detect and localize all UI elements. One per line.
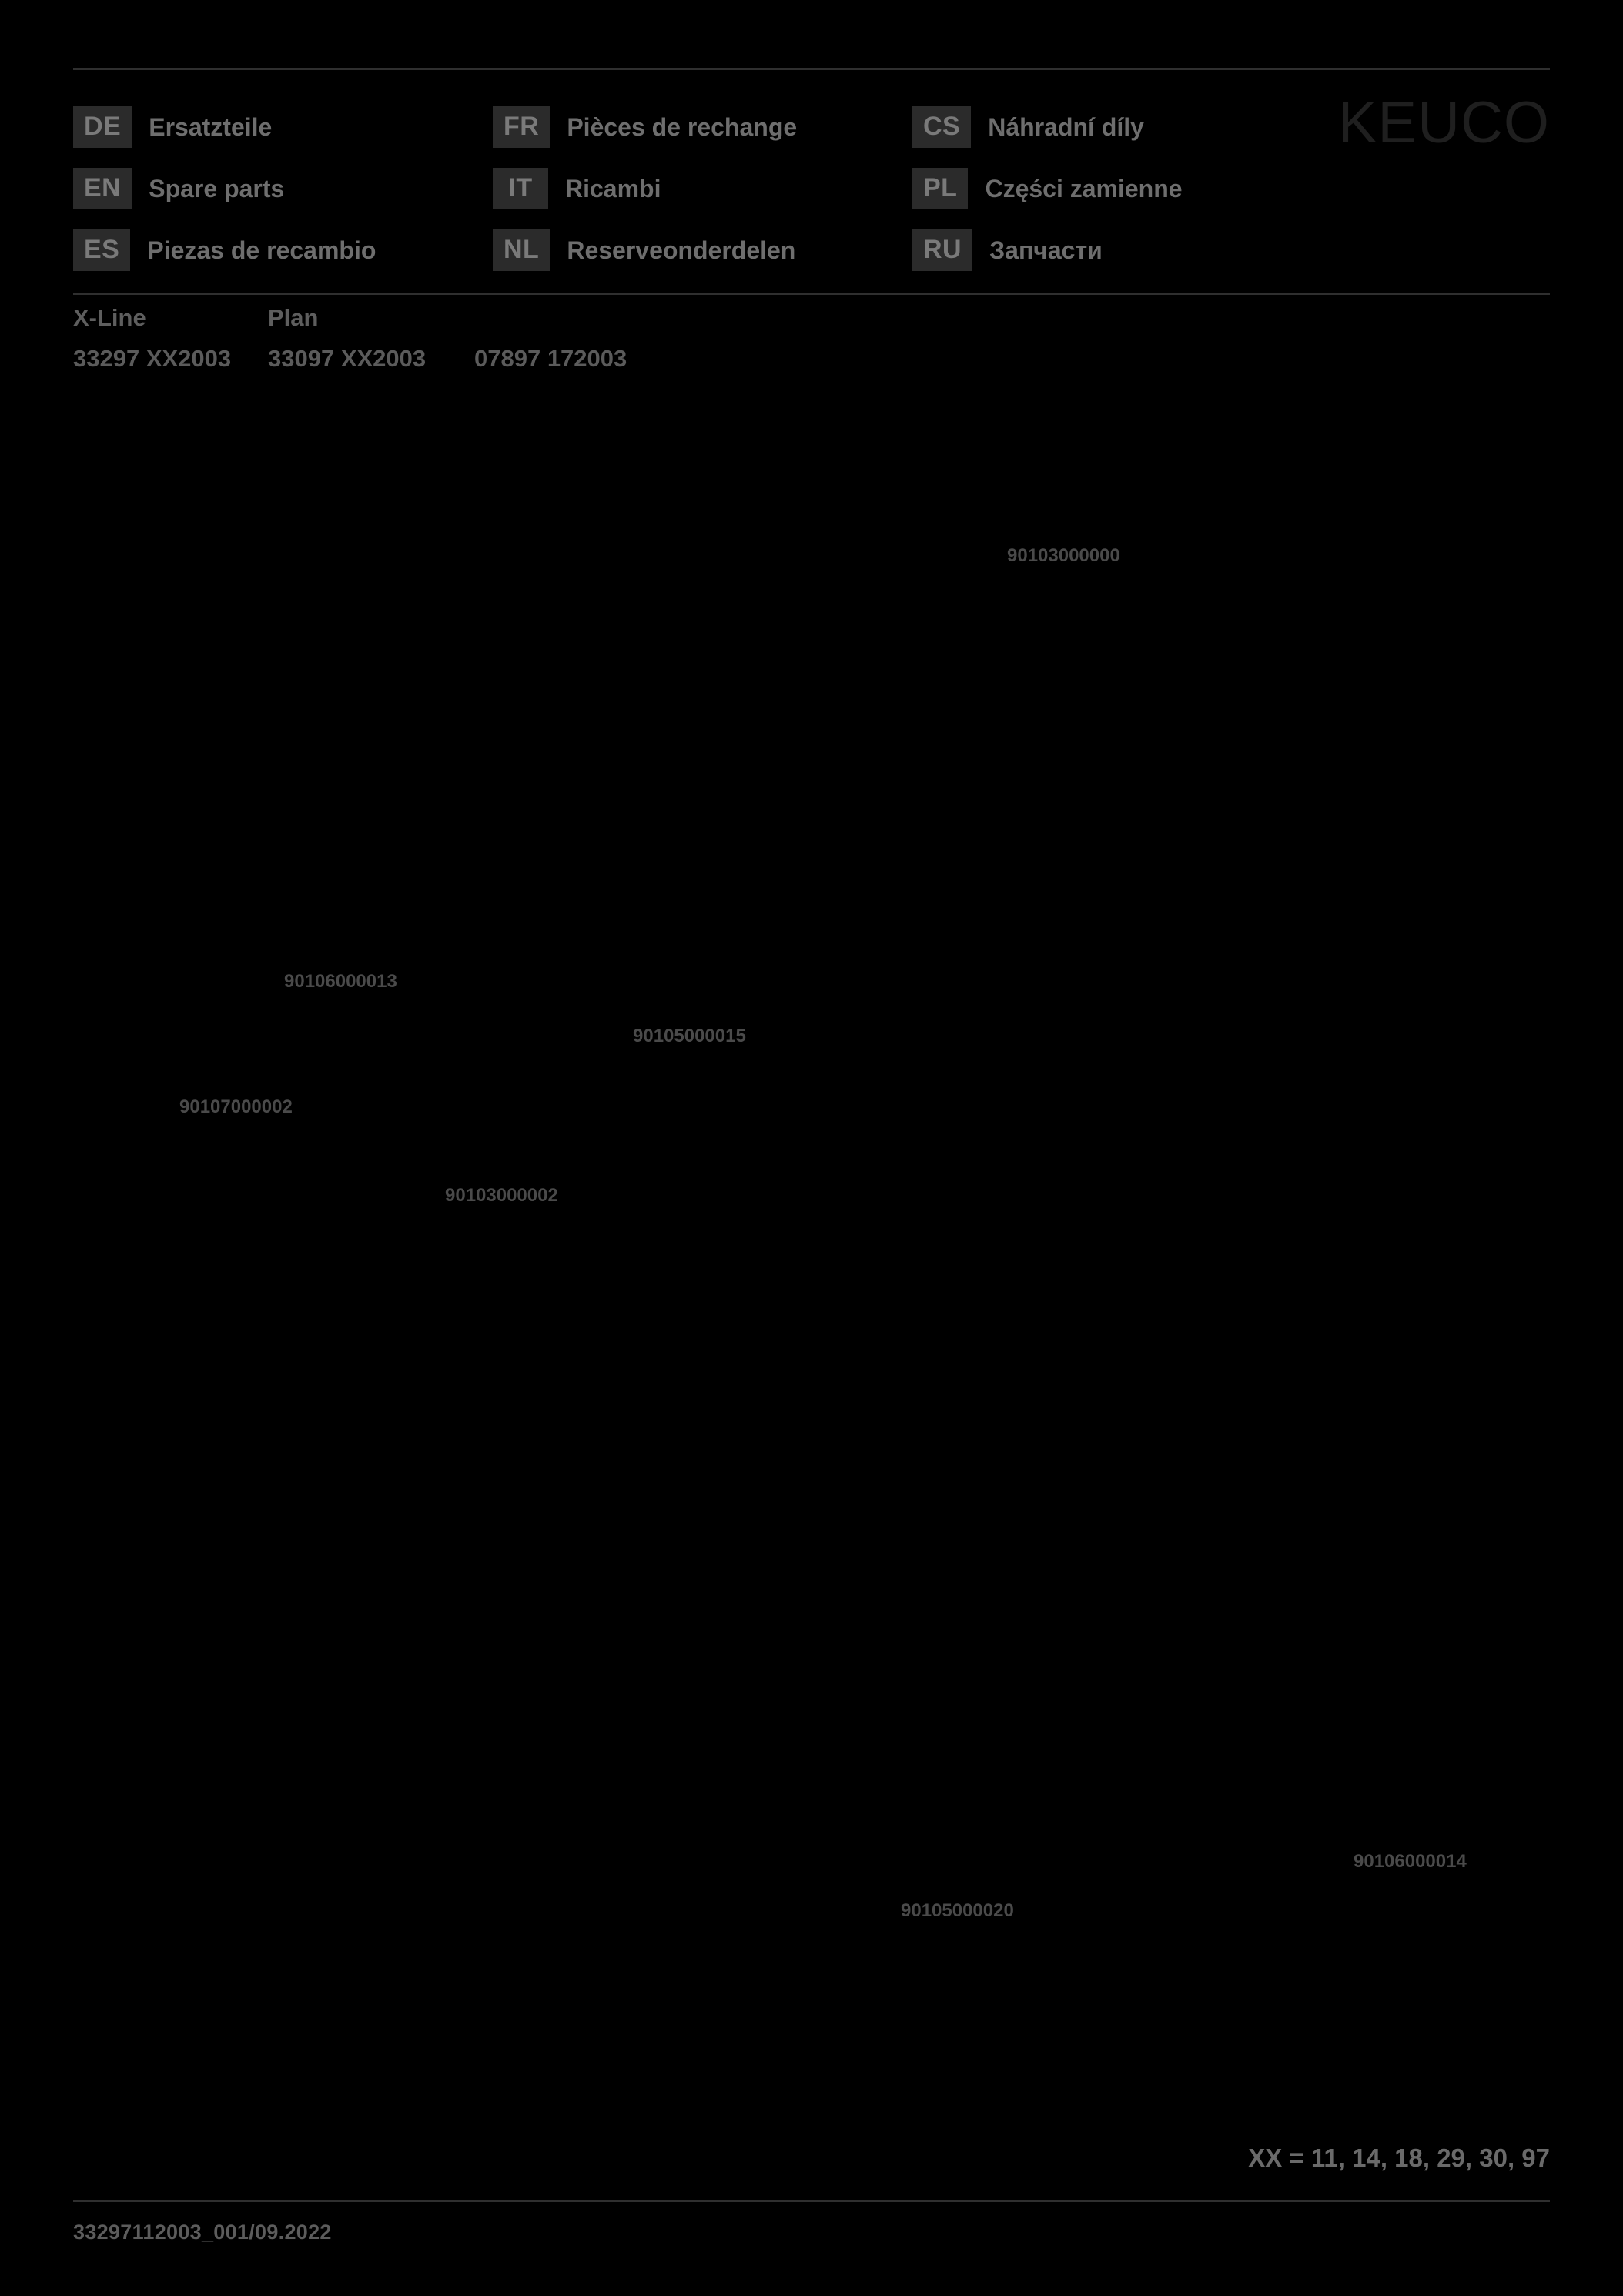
language-code-de: DE bbox=[73, 106, 132, 148]
part-callout: 90107000002 bbox=[179, 1096, 293, 1117]
part-callout: 90103000002 bbox=[445, 1185, 558, 1206]
footer-divider bbox=[73, 2200, 1550, 2202]
language-header bbox=[73, 96, 1336, 281]
language-label-ru: Запчасти bbox=[989, 236, 1103, 264]
language-code-pl: PL bbox=[912, 168, 968, 209]
part-callout: 90106000013 bbox=[284, 971, 397, 992]
keuco-logo: KEUCO bbox=[1337, 90, 1550, 156]
language-entry-fr bbox=[493, 106, 912, 148]
article-number-3: 07897 172003 bbox=[474, 345, 627, 372]
language-entry-nl bbox=[493, 229, 912, 271]
language-code-en: EN bbox=[73, 168, 132, 209]
article-number-2: 33097 XX2003 bbox=[268, 345, 427, 372]
language-code-es: ES bbox=[73, 229, 130, 271]
language-label-nl: Reserveonderdelen bbox=[567, 236, 796, 264]
language-label-pl: Części zamienne bbox=[985, 174, 1183, 202]
language-label-en: Spare parts bbox=[149, 174, 285, 202]
part-callout: 90105000020 bbox=[901, 1900, 1014, 1921]
language-entry-en bbox=[73, 168, 493, 209]
language-label-es: Piezas de recambio bbox=[147, 236, 376, 264]
language-code-fr: FR bbox=[493, 106, 550, 148]
language-code-it: IT bbox=[493, 168, 548, 209]
language-code-cs: CS bbox=[912, 106, 971, 148]
header-divider-top bbox=[73, 68, 1550, 70]
language-label-it: Ricambi bbox=[565, 174, 661, 202]
article-numbers bbox=[73, 345, 690, 373]
language-code-ru: RU bbox=[912, 229, 972, 271]
footer-document-id: 33297112003_001/09.2022 bbox=[73, 2221, 332, 2244]
language-row bbox=[73, 96, 1336, 158]
part-callout: 90105000015 bbox=[633, 1026, 746, 1046]
xx-variant-note: XX = 11, 14, 18, 29, 30, 97 bbox=[1248, 2144, 1550, 2172]
language-entry-cs bbox=[912, 106, 1243, 148]
language-label-de: Ersatzteile bbox=[149, 112, 273, 141]
language-code-nl: NL bbox=[493, 229, 550, 271]
language-entry-pl bbox=[912, 168, 1243, 209]
language-entry-es bbox=[73, 229, 493, 271]
language-row bbox=[73, 158, 1336, 219]
language-row bbox=[73, 219, 1336, 281]
series-names bbox=[73, 304, 468, 332]
series-name-plan: Plan bbox=[268, 304, 319, 331]
language-label-fr: Pièces de rechange bbox=[567, 112, 798, 141]
part-callout: 90103000000 bbox=[1007, 545, 1120, 566]
series-name-x-line: X-Line bbox=[73, 304, 146, 331]
article-number-1: 33297 XX2003 bbox=[73, 345, 232, 372]
language-entry-ru bbox=[912, 229, 1243, 271]
language-label-cs: Náhradní díly bbox=[988, 112, 1144, 141]
language-entry-de bbox=[73, 106, 493, 148]
header-divider-bottom bbox=[73, 293, 1550, 295]
part-callout: 90106000014 bbox=[1354, 1851, 1467, 1872]
language-entry-it bbox=[493, 168, 912, 209]
